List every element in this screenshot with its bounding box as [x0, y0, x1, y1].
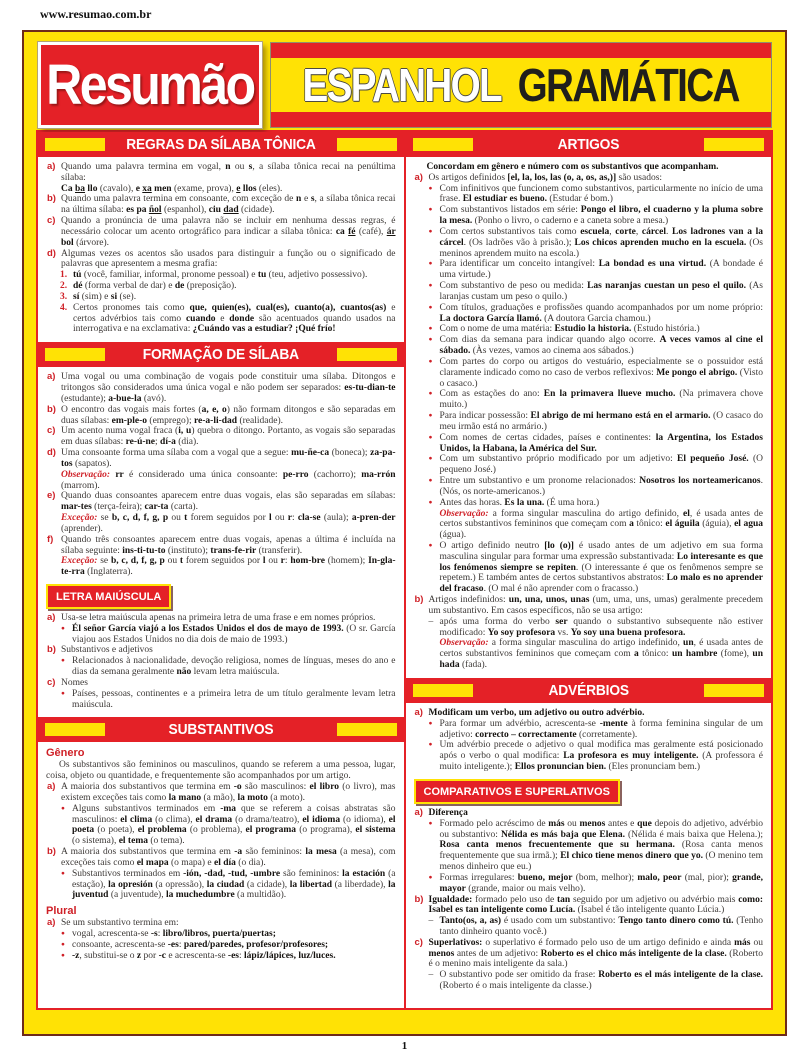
- bullet-icon: ●: [428, 325, 433, 333]
- list-item: [46, 405, 396, 427]
- list-item: [46, 448, 396, 491]
- page-header: [24, 32, 785, 130]
- bullet-icon: ●: [61, 951, 65, 959]
- list-item: [414, 895, 764, 917]
- bullet-icon: ●: [428, 433, 433, 441]
- bullet-icon: ●: [428, 260, 433, 268]
- section-banner: [38, 342, 404, 367]
- section-title: ADVÉRBIOS: [548, 681, 629, 699]
- section-banner: [38, 132, 404, 157]
- bullet-icon: ●: [428, 184, 433, 192]
- bullet-item: [414, 259, 764, 281]
- item-text: após uma forma do verbo ser quando o substantivo subsequente não estiver modificado: Yo soy profesora vs. Yo soy una buena profesora. Observação: a forma singular masculina do artigo indefinido, un, é usada antes de certos substantivos femininos que começam com a tônico: un hambre (fome), un hada (fada).: [439, 616, 763, 671]
- logo-text: Resumão: [46, 53, 254, 117]
- item-text: O substantivo pode ser omitido da frase: Roberto es el más inteligente de la clase. (Roberto é o mais inteligente da classe.): [439, 970, 763, 992]
- item-marker: c): [47, 215, 56, 227]
- paragraph: [46, 760, 396, 782]
- bullet-icon: ●: [428, 282, 433, 290]
- item-text: Com dias da semana para indicar quando algo ocorre. A veces vamos al cine el sábado. (Às vezes, vamos ao cinema aos sábados.): [439, 335, 763, 357]
- item-marker: a): [47, 611, 56, 623]
- title-gramatica: GRAMÁTICA: [518, 59, 740, 111]
- banner-tab: [337, 348, 397, 361]
- item-marker: –: [428, 916, 434, 927]
- item-marker: a): [47, 781, 56, 793]
- bullet-item: [414, 389, 764, 411]
- banner-tab: [413, 684, 473, 697]
- banner-tab: [337, 138, 397, 151]
- bullet-item: [414, 819, 764, 873]
- item-text: Com o nome de uma matéria: Estudio la historia. (Estudo história.): [439, 324, 700, 335]
- bullet-icon: ●: [428, 227, 433, 235]
- item-text: Com infinitivos que funcionem como substantivos, particularmente no início de uma frase. El estudiar es bueno. (Estudar é bom.): [439, 183, 763, 205]
- bullet-item: [414, 873, 764, 895]
- list-item: [46, 847, 396, 869]
- sub-section-banner: [46, 584, 171, 609]
- bullet-item: [46, 951, 396, 962]
- section-banner: [38, 717, 404, 742]
- numbered-item: [46, 292, 396, 303]
- item-text: consoante, acrescenta-se -es: pared/paredes, profesor/profesores;: [72, 939, 329, 950]
- bullet-item: [414, 411, 764, 433]
- section-title: REGRAS DA SÍLABA TÔNICA: [126, 136, 316, 153]
- banner-tab: [413, 138, 473, 151]
- dash-item: [414, 916, 764, 938]
- bullet-icon: ●: [428, 873, 433, 881]
- item-marker: 3.: [60, 291, 68, 302]
- item-text: Diferença: [428, 807, 468, 818]
- bullet-icon: ●: [428, 741, 433, 749]
- bullet-icon: ●: [61, 804, 65, 812]
- item-text: Substantivos terminados em -ión, -dad, -tud, -umbre são femininos: la estación (a estação), la opresión (a opressão), la ciudad (a cidade), la libertad (a liberdade), la juventud (a juventude), la muchedumbre (a multidão).: [72, 868, 396, 901]
- list-item: [46, 216, 396, 248]
- bullet-item: [414, 719, 764, 741]
- section-title: LETRA MAIÚSCULA: [56, 590, 162, 603]
- item-text: Algumas vezes os acentos são usados para distinguir a função ou o significado de palavras que apresentem a mesma grafia:: [61, 248, 396, 270]
- item-marker: e): [47, 490, 56, 502]
- section-title: Plural: [46, 905, 77, 918]
- item-text: Quando duas consoantes aparecem entre duas vogais, elas são separadas em sílabas: mar-tes (terça-feira); car-ta (carta). Exceção: se b, c, d, f, g, p ou t forem seguidos por l ou r: cla-se (aula); a-pren-der (aprender).: [61, 491, 396, 534]
- list-item: [46, 782, 396, 804]
- item-text: Para identificar um conceito intangível: La bondad es una virtud. (A bondade é uma virtude.): [439, 259, 763, 281]
- numbered-item: [46, 270, 396, 281]
- item-marker: –: [428, 616, 434, 627]
- paragraph: [414, 162, 764, 173]
- bullet-item: [414, 227, 764, 259]
- numbered-item: [46, 303, 396, 335]
- bullet-icon: ●: [428, 477, 433, 485]
- item-text: Com as estações do ano: En la primavera llueve mucho. (Na primavera chove muito.): [439, 389, 763, 411]
- item-text: Se um substantivo termina em:: [61, 918, 179, 929]
- bullet-item: [414, 335, 764, 357]
- list-item: [414, 938, 764, 970]
- item-marker: 2.: [60, 281, 68, 292]
- item-marker: c): [414, 936, 423, 948]
- bullet-item: [414, 476, 764, 498]
- item-text: -z, substitui-se o z por -c e acrescenta-se -es: lápiz/lápices, luz/luces.: [72, 950, 336, 961]
- item-text: A maioria dos substantivos que termina em -o são masculinos: el libro (o livro), mas existem exceções tais como la mano (a mão), la moto (a moto).: [61, 782, 396, 803]
- bullet-item: [414, 324, 764, 335]
- bullet-item: [414, 740, 764, 772]
- section-title: FORMAÇÃO DE SÍLABA: [142, 346, 299, 364]
- bullet-item: [414, 498, 764, 541]
- section-title: COMPARATIVOS E SUPERLATIVOS: [423, 785, 610, 798]
- site-url: www.resumao.com.br: [40, 7, 152, 21]
- banner-tab: [45, 348, 105, 361]
- list-item: [46, 918, 396, 929]
- bullet-item: [414, 433, 764, 455]
- item-text: Concordam em gênero e número com os substantivos que acompanham.: [426, 162, 719, 172]
- item-text: Quando a pronúncia de uma palavra não se incluir em nenhuma dessas regras, é necessário colocar um acento ortográfico para indicar a sílaba tônica: ca fé (café), ár bol (árvore).: [61, 216, 396, 248]
- list-item: [46, 491, 396, 534]
- item-marker: 4.: [60, 302, 68, 313]
- bullet-item: [414, 184, 764, 206]
- list-item: [46, 426, 396, 448]
- item-text: Tanto(os, a, as) é usado com um substantivo: Tengo tanto dinero como tú. (Tenho tanto dinheiro quanto você.): [439, 916, 764, 937]
- bullet-icon: ●: [428, 819, 433, 827]
- item-marker: –: [428, 970, 434, 981]
- column-right: [405, 132, 772, 1008]
- page-title: [303, 58, 739, 112]
- item-text: Os artigos definidos [el, la, los, las (o, a, os, as,)] são usados:: [428, 172, 663, 183]
- list-item: [46, 678, 396, 689]
- item-text: Artigos indefinidos: un, una, unos, unas (um, uma, uns, umas) geralmente precedem um substantivo. Em casos específicos, não se usa artigo:: [428, 595, 763, 616]
- list-item: [414, 708, 764, 719]
- item-text: Com certos substantivos tais como escuela, corte, cárcel. Los ladrones van a la cárcel. (Os ladrões vão à prisão.); Los chicos aprenden mucho en la escuela. (Os meninos aprendem muito na escola.): [439, 226, 764, 259]
- item-marker: b): [414, 594, 424, 606]
- banner-tab: [337, 723, 397, 736]
- list-item: [414, 173, 764, 184]
- bullet-item: [46, 804, 396, 847]
- item-text: A maioria dos substantivos que termina em -a são femininos: la mesa (a mesa), com exceções tais como el mapa (o mapa) e el día (o dia).: [61, 847, 396, 868]
- list-item: [414, 595, 764, 617]
- item-marker: b): [414, 893, 424, 905]
- item-text: Um acento numa vogal fraca (i, u) quebra o ditongo. Portanto, as vogais são separadas em duas sílabas: re-ú-ne; dí-a (dia).: [61, 426, 396, 448]
- item-marker: a): [47, 917, 56, 929]
- item-text: Relacionados à nacionalidade, devoção religiosa, nomes de línguas, meses do ano e dias da semana geralmente não levam letra maiúscula.: [72, 656, 396, 678]
- bullet-item: [414, 205, 764, 227]
- banner-tab: [45, 138, 105, 151]
- item-marker: a): [47, 161, 56, 172]
- subheading: [46, 747, 396, 759]
- section-banner: [406, 678, 772, 703]
- dash-item: [414, 970, 764, 992]
- bullet-icon: ●: [428, 498, 433, 506]
- item-marker: a): [414, 806, 423, 818]
- bullet-icon: ●: [61, 940, 65, 948]
- item-marker: b): [47, 644, 56, 656]
- item-marker: a): [414, 706, 423, 718]
- item-text: Para formar um advérbio, acrescenta-se -mente à forma feminina singular de um adjetivo: correcto – correctamente (corretamente).: [439, 718, 763, 740]
- item-text: Superlativos: o superlativo é formado pelo uso de um artigo definido e ainda más ou menos antes de um adjetivo: Roberto es el chico más inteligente de la clase. (Roberto é o menino mais inteligente da sala.): [428, 937, 763, 970]
- bullet-icon: ●: [428, 719, 433, 727]
- banner-tab: [45, 723, 105, 736]
- dash-item: [414, 617, 764, 671]
- column-left: [38, 132, 405, 1008]
- item-marker: d): [47, 447, 56, 459]
- bullet-item: [414, 303, 764, 325]
- bullet-icon: ●: [428, 303, 433, 311]
- item-text: Nomes: [61, 677, 88, 688]
- item-text: Uma consoante forma uma sílaba com a vogal que a segue: mu-ñe-ca (boneca); za-pa-tos (sapatos). Observação: rr é considerado uma única consoante: pe-rro (cachorro); ma-rrón (marrom).: [61, 448, 396, 491]
- item-text: Países, pessoas, continentes e a primeira letra de um título geralmente levam letra maiúscula.: [72, 688, 396, 710]
- bullet-item: [46, 624, 396, 646]
- item-text: Formado pelo acréscimo de más ou menos antes e que depois do adjetivo, advérbio ou substantivo: Nélida es más baja que Elena. (Nélida é mais baixa que Helena.); Rosa canta menos frecuentemente que su hermana. (Rosa canta menos frequentemente que sua irmã.); El chico tiene menos dinero que yo. (O menino tem menos dinheiro que eu.): [439, 818, 764, 873]
- item-text: Para indicar possessão: El abrigo de mi hermano está en el armario. (O casaco do meu irmão está no armário.): [439, 411, 763, 432]
- section-banner: [406, 132, 772, 157]
- title-espanhol: ESPANHOL: [302, 59, 501, 111]
- flag-stripe-top: [271, 43, 771, 58]
- bullet-icon: ●: [61, 624, 65, 632]
- item-text: sí (sim) e si (se).: [73, 291, 137, 302]
- flag-stripe-bottom: [271, 112, 771, 127]
- item-marker: c): [47, 676, 56, 688]
- bullet-item: [414, 281, 764, 303]
- subheading: [46, 905, 396, 917]
- item-text: Quando uma palavra termina em vogal, n ou s, a sílaba tônica recai na penúltima sílaba: Ca ba llo (cavalo), e xa men (exame, prova), e llos (eles).: [61, 162, 396, 194]
- section-title: SUBSTANTIVOS: [168, 721, 274, 739]
- resumao-logo: [38, 42, 262, 128]
- item-marker: f): [47, 533, 54, 545]
- item-text: Com títulos, graduações e profissões quando acompanhados por um nome próprio: La doctora García llamó. (A doutora Garcia chamou.): [439, 302, 763, 324]
- item-marker: b): [47, 403, 56, 415]
- item-text: Com nomes de certas cidades, países e continentes: la Argentina, los Estados Unidos, la Habana, la América del Sur.: [439, 432, 763, 454]
- banner-tab: [704, 684, 764, 697]
- item-text: tú (você, familiar, informal, pronome pessoal) e tu (teu, adjetivo possessivo).: [73, 270, 368, 281]
- sub-section-banner: [414, 779, 620, 804]
- item-text: Com substantivos listados em série: Pongo el libro, el cuaderno y la pluma sobre la mesa. (Ponho o livro, o caderno e a caneta sobre a mesa.): [439, 205, 763, 227]
- item-marker: a): [47, 371, 56, 383]
- bullet-icon: ●: [428, 390, 433, 398]
- item-text: Formas irregulares: bueno, mejor (bom, melhor); malo, peor (mal, pior); grande, mayor (grande, maior ou mais velho).: [439, 872, 764, 894]
- bullet-icon: ●: [61, 689, 65, 697]
- bullet-item: [414, 357, 764, 389]
- item-text: Igualdade: formado pelo uso de tan seguido por um adjetivo ou advérbio mais como: Isabel es tan inteligente como Lucía. (Isabel é tão inteligente quanto Lúcia.): [428, 894, 764, 916]
- item-text: Com partes do corpo ou artigos do vestuário, especialmente se o possuidor está claramente indicado como no caso de verbos reflexivos: Me pongo el abrigo. (Visto o casaco.): [439, 356, 763, 389]
- item-text: Substantivos e adjetivos: [61, 645, 153, 656]
- section-title: Gênero: [46, 747, 85, 760]
- list-item: [46, 372, 396, 404]
- list-item: [414, 808, 764, 819]
- item-text: vogal, acrescenta-se -s: libro/libros, puerta/puertas;: [72, 929, 276, 940]
- bullet-icon: ●: [428, 357, 433, 365]
- item-marker: a): [414, 171, 423, 183]
- bullet-icon: ●: [61, 657, 65, 665]
- item-text: Alguns substantivos terminados em -ma que se referem a coisas abstratas são masculinos: el clima (o clima), el drama (o drama/teatro), el idioma (o idioma), el poeta (o poeta), el problema (o problema), el programa (o programa), el sistema (o sistema), el tema (o tema).: [72, 803, 396, 847]
- item-text: Antes das horas. Es la una. (É uma hora.) Observação: a forma singular masculina do artigo definido, el, é usada antes de certos substantivos femininos que começam com a tônico: el águila (águia), el agua (água).: [439, 497, 764, 541]
- item-text: Quando três consoantes aparecem entre duas vogais, apenas a última é incluída na sílaba seguinte: ins-ti-tu-to (instituto); trans-fe-rir (transferir). Exceção: se b, c, d, f, g, p ou t forem seguidos por l ou r: hom-bre (homem); In-gla-te-rra (Inglaterra).: [61, 534, 396, 578]
- list-item: [46, 535, 396, 578]
- bullet-item: [46, 940, 396, 951]
- flag-stripe-middle: [271, 58, 771, 112]
- title-box: [270, 42, 772, 128]
- bullet-item: [414, 541, 764, 595]
- page-number: 1: [401, 1040, 408, 1052]
- list-item: [46, 249, 396, 271]
- item-marker: 1.: [60, 270, 68, 281]
- bullet-icon: ●: [61, 869, 65, 877]
- item-marker: d): [47, 247, 56, 259]
- bullet-icon: ●: [428, 206, 433, 214]
- list-item: [46, 194, 396, 216]
- banner-tab: [704, 138, 764, 151]
- item-text: O encontro das vogais mais fortes (a, e, o) não formam ditongos e são separadas em duas sílabas: em-ple-o (emprego); re-a-li-dad (realidade).: [61, 404, 396, 426]
- bullet-icon: ●: [428, 455, 433, 463]
- item-text: Os substantivos são femininos ou masculinos, quando se referem a uma pessoa, lugar, coisa, objeto ou quantidade, e frequentemente são acompanhados por um artigo.: [46, 760, 396, 782]
- item-text: Um advérbio precede o adjetivo o qual modifica mas geralmente está posicionado após o verbo o qual modifica: La profesora es muy inteligente. (A professora é muito inteligente.); Ellos pronuncian bien. (Eles pronunciam bem.): [439, 740, 763, 773]
- section-title: ARTIGOS: [557, 136, 620, 153]
- item-text: Certos pronomes tais como que, quien(es), cual(es), cuanto(a), cuantos(as) e certos advérbios tais como cuando e donde são acentuados quando usados na interrogativa e na exclamativa: ¿Cuándo vas a estudiar? ¡Qué frío!: [73, 302, 396, 335]
- bullet-item: [46, 869, 396, 901]
- page-frame: [22, 30, 787, 1036]
- item-marker: c): [47, 425, 56, 437]
- item-text: Él señor García viajó a los Estados Unidos el dos de mayo de 1993. (O sr. García viajou aos Estados Unidos no dia dois de maio de 1993.): [72, 623, 396, 645]
- bullet-icon: ●: [61, 930, 65, 938]
- list-item: [46, 645, 396, 656]
- bullet-item: [414, 454, 764, 476]
- bullet-item: [46, 689, 396, 711]
- item-text: Usa-se letra maiúscula apenas na primeira letra de uma frase e em nomes próprios.: [61, 612, 376, 623]
- item-text: dé (forma verbal de dar) e de (preposição).: [73, 281, 237, 292]
- item-text: Quando uma palavra termina em consoante, com exceção de n e s, a sílaba tônica recai na última sílaba: es pa ñol (espanhol), ciu dad (cidade).: [61, 194, 396, 216]
- bullet-icon: ●: [428, 336, 433, 344]
- item-text: Com um substantivo próprio modificado por um adjetivo: El pequeño José. (O pequeno José.): [439, 454, 763, 476]
- bullet-item: [46, 929, 396, 940]
- bullet-icon: ●: [428, 412, 433, 420]
- item-text: Uma vogal ou uma combinação de vogais pode constituir uma sílaba. Ditongos e tritongos são considerados uma única vogal e não podem ser separados: es-tu-dian-te (estudante); a-bue-la (avó).: [61, 372, 396, 404]
- bullet-icon: ●: [428, 541, 433, 549]
- item-text: Modificam um verbo, um adjetivo ou outro advérbio.: [428, 707, 645, 718]
- content-panel: [36, 130, 773, 1010]
- list-item: [46, 162, 396, 194]
- list-item: [46, 613, 396, 624]
- item-text: O artigo definido neutro [lo (o)] é usado antes de um adjetivo em sua forma masculina singular para formar uma expressão substantivada: Lo interesante es que los fenómenos siempre se repiten. (O interessante é que os fenômenos sempre se repetem.) E também antes de certos substantivos abstratos: Lo malo es no aprender del fracaso. (O mal é não aprender com o fracasso.): [439, 540, 764, 595]
- item-text: Entre um substantivo e um pronome relacionados: Nosotros los norteamericanos. (Nós, os norte-americanos.): [439, 476, 763, 497]
- item-marker: b): [47, 846, 56, 858]
- numbered-item: [46, 281, 396, 292]
- bullet-item: [46, 656, 396, 678]
- item-text: Com substantivo de peso ou medida: Las naranjas cuestan un peso el quilo. (As laranjas custam um peso o quilo.): [439, 281, 763, 302]
- item-marker: b): [47, 193, 56, 205]
